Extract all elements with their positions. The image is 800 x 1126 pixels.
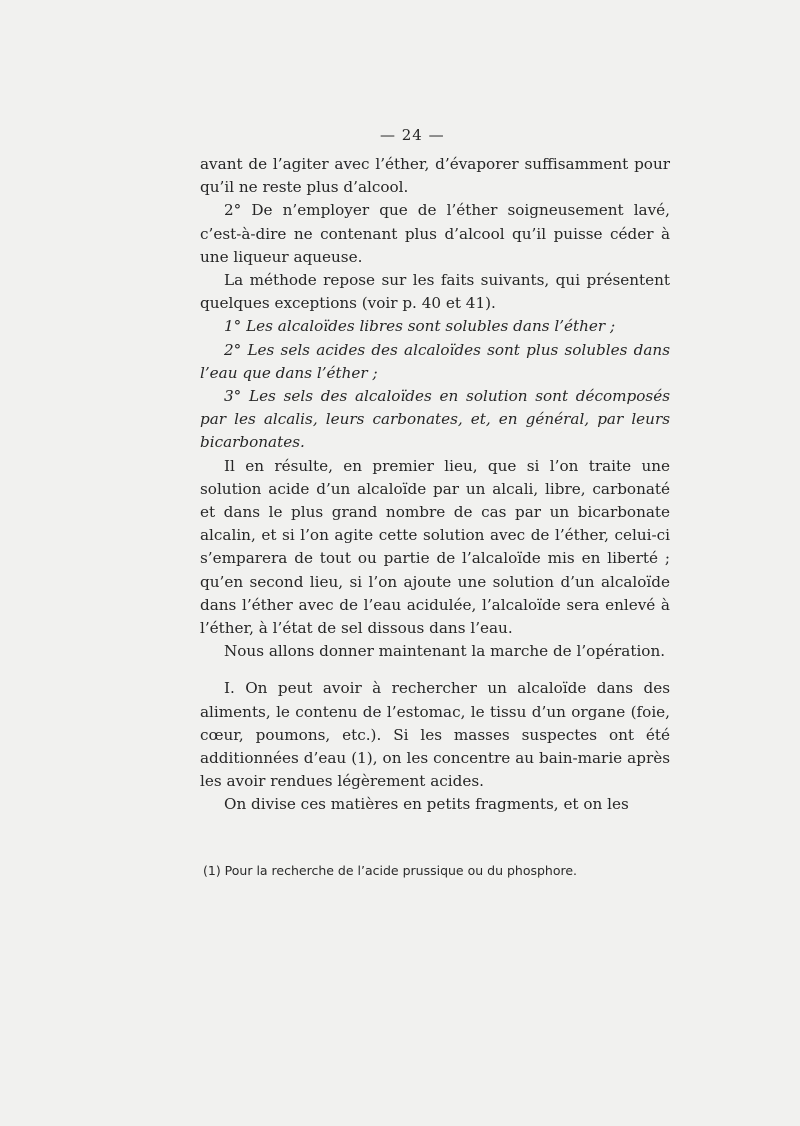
paragraph: La méthode repose sur les faits suivants, qui présentent quelques exceptions (voir p. 40 et 41). [200,271,670,313]
paragraph: Nous allons donner maintenant la marche de l’opération. [224,642,666,661]
paragraph: I. On peut avoir à rechercher un alcaloïde dans des aliments, le contenu de l’estomac, le tissu d’un organe (foie, cœur, poumons, etc.). Si les masses suspectes ont été additionnées d’eau (1), on les concentre au bain-marie après les avoir rendues légèrement acides. [200,679,670,791]
page-number: — 24 — [380,126,445,144]
paragraph: 2° De n’employer que de l’éther soigneusement lavé, c’est-à-dire ne contenant plus d’alcool qu’il puisse céder à une liqueur aqueuse. [200,201,670,266]
paragraph: On divise ces matières en petits fragments, et on les [224,795,629,814]
body-text [200,153,670,817]
paragraph [200,385,670,455]
footnote: (1) Pour la recherche de l’acide prussique ou du phosphore. [203,863,578,878]
paragraph: avant de l’agiter avec l’éther, d’évaporer suffisamment pour qu’il ne reste plus d’alcool. [200,155,670,197]
italic-paragraph-text: 2° Les sels acides des alcaloïdes sont plus solubles dans l’eau que dans l’éther ; [200,340,670,382]
italic-paragraph-text: 3° Les sels des alcaloïdes en solution sont décomposés par les alcalis, leurs carbonates, et, en général, par leurs bicarbonates. [200,387,670,452]
italic-paragraph-text: 1° Les alcaloïdes libres sont solubles dans l’éther ; [224,317,616,336]
paragraph [200,315,670,338]
paragraph: Il en résulte, en premier lieu, que si l’on traite une solution acide d’un alcaloïde par un alcali, libre, carbonaté et dans le plus grand nombre de cas par un bicarbonate alcalin, et si l’on agite cette solution avec de l’éther, celui-ci s’emparera de tout ou partie de l’alcaloïde mis en liberté ; qu’en second lieu, si l’on ajoute une solution d’un alcaloïde dans l’éther avec de l’eau acidulée, l’alcaloïde sera enlevé à l’éther, à l’état de sel dissous dans l’eau. [200,456,670,638]
paragraph [200,339,670,385]
